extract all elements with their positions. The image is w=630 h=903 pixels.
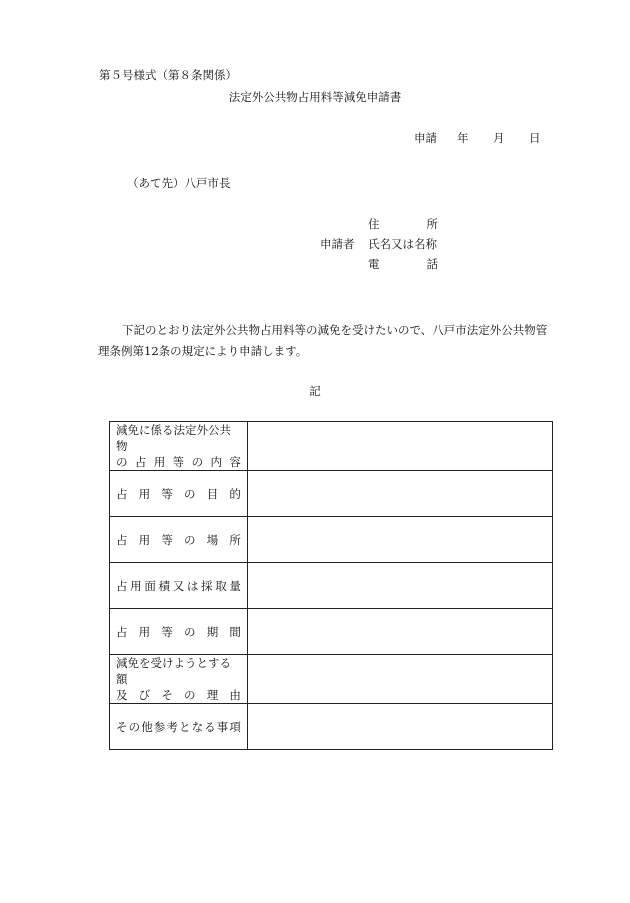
table-row <box>110 655 553 704</box>
row-label-text: そ の 他 参 考 と な る 事 項 <box>116 719 241 734</box>
row-label-text: の 占 用 等 の 内 容 <box>116 455 241 469</box>
row-value-cell[interactable] <box>247 655 552 704</box>
row-label-cell <box>110 422 248 471</box>
table-row <box>110 609 553 655</box>
form-number: 第５号様式（第８条関係） <box>99 68 237 82</box>
addressee: （あて先）八戸市長 <box>127 176 231 190</box>
row-label-cell <box>110 471 248 517</box>
date-year-label: 年 <box>457 131 469 145</box>
row-label-cell <box>110 563 248 609</box>
table-row <box>110 563 553 609</box>
row-label-cell <box>110 655 248 704</box>
row-label-cell <box>110 704 248 750</box>
row-label-text: 減免を受けようとする額 <box>116 656 231 686</box>
applicant-block <box>320 214 520 274</box>
detail-table <box>109 421 553 750</box>
table-row <box>110 704 553 750</box>
row-label-text: 占 用 等 の 目 的 <box>116 486 241 501</box>
applicant-address-label: 住 所 <box>368 217 438 231</box>
ki-heading: 記 <box>309 384 321 398</box>
row-label-cell <box>110 609 248 655</box>
applicant-label: 申請者 <box>320 237 355 251</box>
date-line <box>414 130 541 146</box>
date-application-label: 申請 <box>414 131 437 145</box>
row-value-cell[interactable] <box>247 563 552 609</box>
row-value-cell[interactable] <box>247 422 552 471</box>
table-row <box>110 471 553 517</box>
row-label-text: 占 用 等 の 場 所 <box>116 532 241 547</box>
row-value-cell[interactable] <box>247 471 552 517</box>
applicant-phone-label: 電 話 <box>368 257 438 271</box>
applicant-name-label: 氏名又は名称 <box>368 237 437 251</box>
row-label-text: 占 用 面 積 又 は 採 取 量 <box>116 578 241 593</box>
row-label-cell <box>110 517 248 563</box>
table-row <box>110 422 553 471</box>
row-value-cell[interactable] <box>247 609 552 655</box>
date-month-label: 月 <box>493 131 505 145</box>
row-label-text: 占 用 等 の 期 間 <box>116 624 241 639</box>
date-day-label: 日 <box>529 131 541 145</box>
row-value-cell[interactable] <box>247 517 552 563</box>
form-title: 法定外公共物占用料等減免申請書 <box>228 90 402 104</box>
body-text: 下記のとおり法定外公共物占用料等の減免を受けたいので、八戸市法定外公共物管理条例第12条の規定により申請します。 <box>98 323 548 358</box>
table-row <box>110 517 553 563</box>
row-value-cell[interactable] <box>247 704 552 750</box>
row-label-text: 及 び そ の 理 由 <box>116 688 241 702</box>
row-label-text: 減免に係る法定外公共物 <box>116 423 231 453</box>
